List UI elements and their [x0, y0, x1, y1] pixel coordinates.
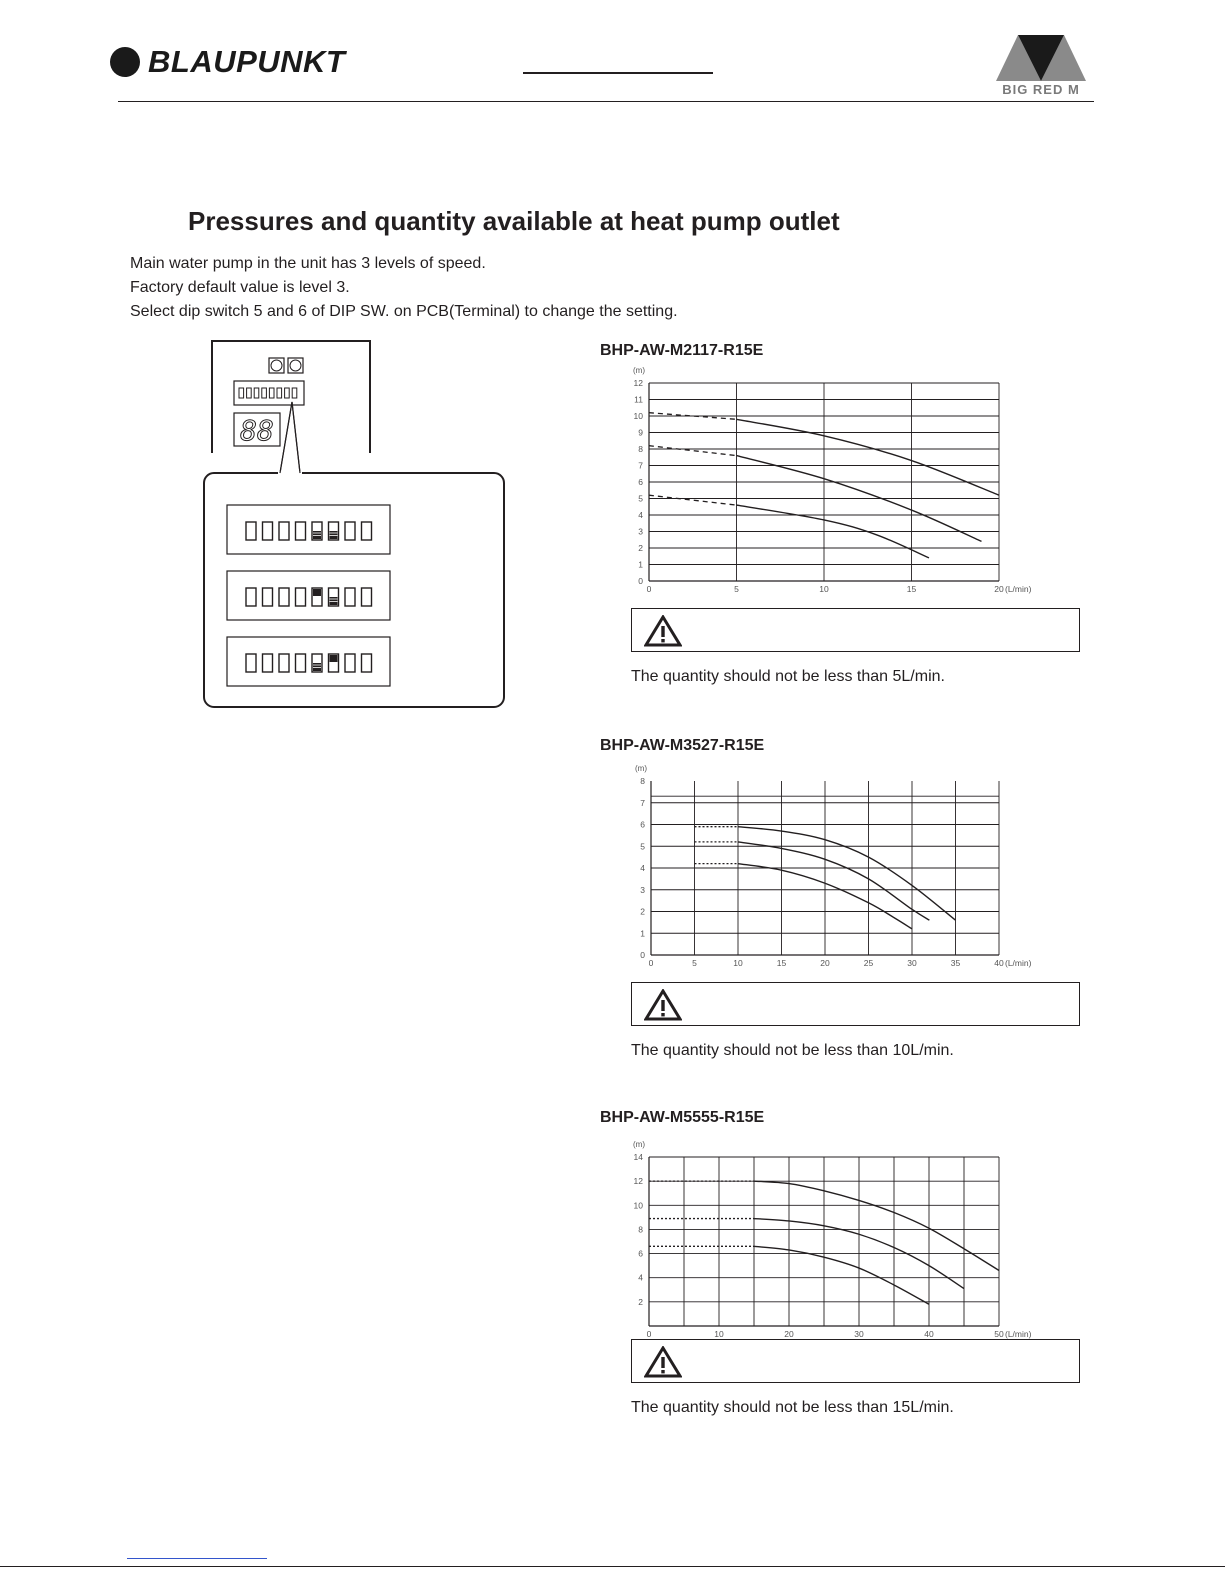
chart-grid — [649, 1157, 999, 1326]
x-tick-label: 20 — [820, 958, 830, 968]
x-tick-label: 35 — [950, 958, 961, 968]
intro-line: Select dip switch 5 and 6 of DIP SW. on PCB(Terminal) to change the setting. — [130, 303, 678, 320]
x-tick-label: 40 — [994, 958, 1004, 968]
y-tick-label: 1 — [640, 928, 645, 939]
y-tick-label: 6 — [638, 477, 643, 487]
y-axis-label: (m) — [633, 1140, 645, 1149]
series-curve-3 — [695, 864, 913, 929]
footer-link-underline — [127, 1558, 267, 1559]
x-tick-label: 5 — [734, 584, 739, 594]
x-tick-label: 25 — [863, 958, 874, 968]
dip-switch-cell — [239, 388, 244, 398]
x-tick-label: 50 — [994, 1329, 1004, 1339]
header-link-underline — [523, 72, 713, 74]
warning-box — [631, 1339, 1080, 1383]
x-axis-label: (L/min) — [1005, 958, 1032, 968]
pump-curve-chart-3 — [600, 1129, 1050, 1339]
dip-switch-cell — [277, 388, 282, 398]
y-tick-label: 0 — [640, 950, 645, 960]
x-tick-label: 10 — [819, 584, 829, 594]
warning-icon — [644, 1346, 682, 1378]
header-divider — [118, 101, 1094, 102]
y-tick-label: 7 — [640, 797, 645, 808]
y-tick-label: 8 — [638, 1224, 643, 1235]
y-tick-label: 10 — [633, 1200, 643, 1211]
x-tick-label: 30 — [854, 1329, 864, 1339]
quantity-note: The quantity should not be less than 5L/min. — [631, 668, 945, 685]
quantity-note: The quantity should not be less than 15L/min. — [631, 1399, 954, 1416]
y-axis-label: (m) — [635, 764, 647, 773]
curve-dashed-segment — [649, 495, 737, 505]
x-tick-label: 40 — [924, 1329, 934, 1339]
x-tick-label: 20 — [994, 584, 1004, 594]
y-tick-label: 10 — [633, 411, 643, 421]
y-tick-label: 0 — [638, 576, 643, 586]
dip-switch-setting-1 — [227, 505, 390, 554]
y-tick-label: 4 — [640, 863, 645, 873]
warning-icon — [644, 989, 682, 1021]
x-tick-label: 5 — [692, 958, 697, 968]
y-tick-label: 6 — [638, 1248, 643, 1259]
x-tick-label: 0 — [648, 958, 654, 968]
pump-curve-chart-2 — [600, 757, 1050, 979]
curve-solid-segment — [738, 827, 956, 921]
quantity-note: The quantity should not be less than 10L/min. — [631, 1042, 954, 1059]
curve-solid-segment — [754, 1246, 929, 1304]
blaupunkt-logo — [110, 44, 345, 80]
pump-curve-chart-1 — [600, 362, 1050, 602]
y-tick-label: 3 — [640, 884, 645, 895]
dip-switch-setting-3 — [227, 637, 390, 686]
y-tick-label: 14 — [633, 1152, 643, 1162]
y-tick-label: 9 — [638, 427, 643, 438]
segment-display: 88 — [240, 414, 274, 447]
series-curve-2 — [695, 842, 930, 920]
series-curve-3 — [649, 495, 929, 558]
x-axis-label: (L/min) — [1005, 1329, 1032, 1339]
series-curve-2 — [649, 446, 982, 542]
y-tick-label: 7 — [638, 460, 643, 471]
y-tick-label: 12 — [633, 378, 643, 388]
intro-line: Main water pump in the unit has 3 levels of speed. — [130, 255, 486, 272]
curve-solid-segment — [737, 419, 1000, 495]
dip-switch-cell — [269, 388, 274, 398]
intro-text — [130, 252, 678, 324]
page-title: Pressures and quantity available at heat pump outlet — [188, 206, 840, 236]
curve-solid-segment — [738, 842, 929, 920]
warning-icon — [644, 615, 682, 647]
y-tick-label: 8 — [640, 776, 645, 786]
chart-title: BHP-AW-M5555-R15E — [600, 1109, 765, 1126]
y-tick-label: 2 — [640, 906, 645, 917]
pcb-buttons-icon — [269, 358, 303, 373]
dip-switch-cell — [254, 388, 259, 398]
y-tick-label: 1 — [638, 559, 643, 570]
x-axis-label: (L/min) — [1005, 584, 1032, 594]
y-tick-label: 5 — [640, 841, 645, 852]
x-tick-label: 15 — [906, 584, 917, 594]
chart-title: BHP-AW-M2117-R15E — [600, 342, 764, 359]
x-tick-label: 0 — [646, 1329, 652, 1339]
curve-solid-segment — [754, 1181, 999, 1270]
x-tick-label: 20 — [784, 1329, 794, 1339]
warning-box — [631, 982, 1080, 1026]
y-tick-label: 5 — [638, 493, 643, 504]
x-tick-label: 30 — [907, 958, 917, 968]
y-tick-label: 2 — [638, 543, 643, 553]
partner-name: BIG RED M — [1002, 82, 1080, 97]
brand-name: BLAUPUNKT — [148, 44, 346, 79]
y-tick-label: 4 — [638, 1272, 643, 1283]
dip-switch-cell — [262, 388, 267, 398]
pcb-dip-switch-diagram — [200, 338, 510, 713]
footer-divider — [0, 1566, 1225, 1567]
y-tick-label: 4 — [638, 510, 643, 520]
page-header — [0, 0, 1225, 110]
x-tick-label: 0 — [646, 584, 652, 594]
y-tick-label: 12 — [633, 1176, 643, 1187]
chart-grid — [651, 781, 999, 955]
dip-switch-setting-2 — [227, 571, 390, 620]
warning-box — [631, 608, 1080, 652]
blaupunkt-dot-icon — [110, 47, 140, 77]
y-axis-label: (m) — [633, 366, 645, 375]
curve-dashed-segment — [649, 446, 737, 456]
y-tick-label: 11 — [634, 394, 643, 405]
x-tick-label: 15 — [776, 958, 787, 968]
y-tick-label: 3 — [638, 526, 643, 537]
intro-line: Factory default value is level 3. — [130, 279, 350, 296]
chart-title: BHP-AW-M3527-R15E — [600, 737, 765, 754]
dip-switch-cell — [292, 388, 297, 398]
x-tick-label: 10 — [714, 1329, 724, 1339]
y-tick-label: 8 — [638, 444, 643, 454]
dip-switch-cell — [285, 388, 290, 398]
y-tick-label: 2 — [638, 1296, 643, 1307]
y-tick-label: 6 — [640, 819, 645, 830]
chart-grid — [649, 383, 999, 581]
dip-switch-cell — [247, 388, 252, 398]
x-tick-label: 10 — [733, 958, 743, 968]
